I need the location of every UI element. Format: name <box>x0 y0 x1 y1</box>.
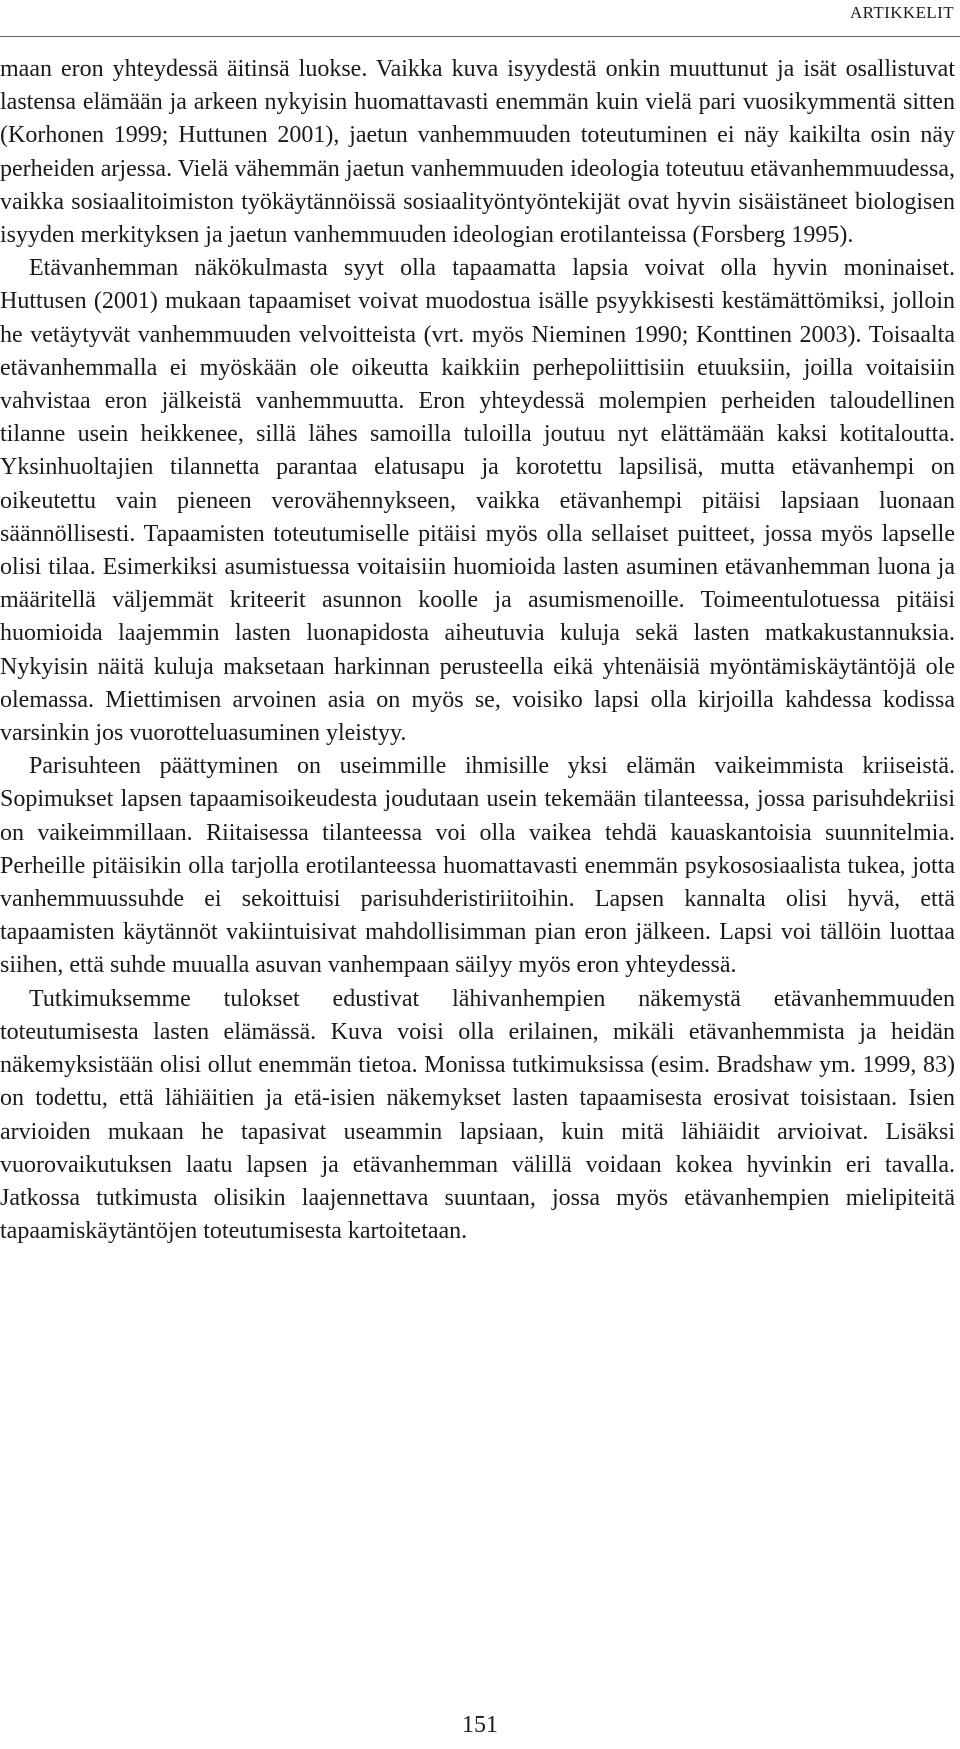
paragraph-2: Etävanhemman näkökulmasta syyt olla tapaamatta lapsia voivat olla hyvin moninaiset. Huttusen (2001) mukaan tapaamiset voivat muodostua isälle psyykkisesti kestämättömiksi, jolloin he vetäytyvät vanhemmuuden velvoitteista (vrt. myös Nieminen 1990; Konttinen 2003). Toisaalta etävanhemmalla ei myöskään ole oikeutta kaikkiin perhepoliittisiin etuuksiin, joilla voitaisiin vahvistaa eron jälkeistä vanhemmuutta. Eron yhteydessä molempien perheiden taloudellinen tilanne usein heikkenee, sillä lähes samoilla tuloilla joutuu nyt elättämään kaksi kotitaloutta. Yksinhuoltajien tilannetta parantaa elatusapu ja korotettu lapsilisä, mutta etävanhempi on oikeutettu vain pieneen verovähennykseen, vaikka etävanhempi pitäisi lapsiaan luonaan säännöllisesti. Tapaamisten toteutumiselle pitäisi myös olla sellaiset puitteet, jossa myös lapselle olisi tilaa. Esimerkiksi asumistuessa voitaisiin huomioida lasten asuminen etävanhemman luona ja määritellä väljemmät kriteerit asunnon koolle ja asumismenoille. Toimeentulotuessa pitäisi huomioida laajemmin lasten luonapidosta aiheutuvia kuluja sekä lasten matkakustannuksia. Nykyisin näitä kuluja maksetaan harkinnan perusteella eikä yhtenäisiä myöntämiskäytäntöjä ole olemassa. Miettimisen arvoinen asia on myös se, voisiko lapsi olla kirjoilla kahdessa kodissa varsinkin jos vuorotteluasuminen yleistyy. <box>0 255 955 747</box>
article-body <box>0 53 955 1248</box>
paragraph-3: Parisuhteen päättyminen on useimmille ihmisille yksi elämän vaikeimmista kriiseistä. Sopimukset lapsen tapaamisoikeudesta joudutaan usein tekemään tilanteessa, jossa parisuhdekriisi on vaikeimmillaan. Riitaisessa tilanteessa voi olla vaikea tehdä kauaskantoisia suunnitelmia. Perheille pitäisikin olla tarjolla erotilanteessa huomattavasti enemmän psykososiaalista tukea, jotta vanhemmuussuhde ei sekoittuisi parisuhderistiriitoihin. Lapsen kannalta olisi hyvä, että tapaamisten käytännöt vakiintuisivat mahdollisimman pian eron jälkeen. Lapsi voi tällöin luottaa siihen, että suhde muualla asuvan vanhempaan säilyy myös eron yhteydessä. <box>0 753 955 979</box>
page-number: 151 <box>462 1712 498 1738</box>
header-divider <box>0 36 960 37</box>
running-header: ARTIKKELIT <box>849 3 954 22</box>
paragraph-4: Tutkimuksemme tulokset edustivat lähivanhempien näkemystä etävanhemmuuden toteutumisesta lasten elämässä. Kuva voisi olla erilainen, mikäli etävanhemmista ja heidän näkemyksistään olisi ollut enemmän tietoa. Monissa tutkimuksissa (esim. Bradshaw ym. 1999, 83) on todettu, että lähiäitien ja etä-isien näkemykset lasten tapaamisesta erosivat toisistaan. Isien arvioiden mukaan he tapasivat useammin lapsiaan, kuin mitä lähiäidit arvioivat. Lisäksi vuorovaikutuksen laatu lapsen ja etävanhemman välillä voidaan kokea hyvinkin eri tavalla. Jatkossa tutkimusta olisikin laajennettava suuntaan, jossa myös etävanhempien mielipiteitä tapaamiskäytäntöjen toteutumisesta kartoitetaan. <box>0 985 955 1245</box>
paragraph-1: maan eron yhteydessä äitinsä luokse. Vaikka kuva isyydestä onkin muuttunut ja isät osallistuvat lastensa elämään ja arkeen nykyisin huomattavasti enemmän kuin vielä pari vuosikymmentä sitten (Korhonen 1999; Huttunen 2001), jaetun vanhemmuuden toteutuminen ei näy kaikilta osin näy perheiden arjessa. Vielä vähemmän jaetun vanhemmuuden ideologia toteutuu etävanhemmuudessa, vaikka sosiaalitoimiston työkäytännöissä sosiaalityöntyöntekijät ovat hyvin sisäistäneet biologisen isyyden merkityksen ja jaetun vanhemmuuden ideologian erotilanteissa (Forsberg 1995). <box>0 56 955 249</box>
